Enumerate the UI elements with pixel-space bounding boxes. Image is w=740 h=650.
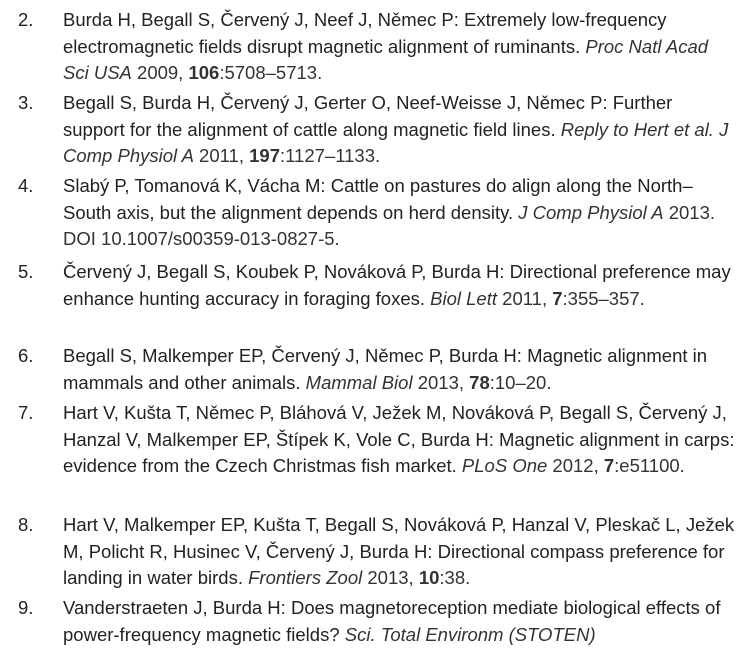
reference-journal: Sci. Total Environm (STOTEN) bbox=[344, 623, 596, 645]
reference-authors: Hart V, Malkemper EP, Kušta T, Begall S, Nováková P, Hanzal V, Pleskač L, Ježek M, Policht R, Husinec V, Červený J, Burda H: bbox=[63, 514, 735, 562]
reference-details-post: :355–357. bbox=[562, 287, 645, 309]
reference-number: 9. bbox=[18, 597, 34, 618]
reference-citation bbox=[345, 624, 596, 645]
reference-citation bbox=[430, 288, 645, 309]
reference-details-post: :38. bbox=[439, 567, 471, 589]
reference-body bbox=[63, 343, 737, 396]
reference-citation bbox=[248, 567, 470, 588]
reference-details-pre: 2011, bbox=[193, 145, 250, 167]
reference-body bbox=[63, 7, 737, 87]
reference-citation bbox=[462, 455, 685, 476]
reference-journal: PLoS One bbox=[461, 455, 548, 477]
reference-authors: Vanderstraeten J, Burda H: bbox=[63, 597, 291, 618]
reference-authors: Hart V, Kušta T, Němec P, Bláhová V, Ježek M, Nováková P, Begall S, Červený J, Hanzal V, Malkemper EP, Štípek K, Vole C, Burda H: bbox=[63, 402, 727, 450]
reference-body bbox=[63, 90, 737, 170]
reference-journal: Proc Natl Acad Sci USA bbox=[63, 35, 709, 84]
reference-body bbox=[63, 512, 737, 592]
reference-title: Further support for the alignment of cattle along magnetic field lines. bbox=[63, 92, 673, 140]
reference-number: 3. bbox=[18, 92, 34, 113]
reference-volume: 10 bbox=[418, 567, 440, 589]
reference-details-post: :1127–1133. bbox=[280, 145, 381, 167]
reference-journal: Reply to Hert et al. J Comp Physiol A bbox=[63, 118, 729, 167]
reference-volume: 78 bbox=[469, 371, 490, 393]
reference-title: Magnetic alignment in carps: evidence from the Czech Christmas fish market. bbox=[63, 428, 735, 477]
reference-authors: Begall S, Burda H, Červený J, Gerter O, Neef-Weisse J, Němec P: bbox=[63, 92, 613, 113]
reference-journal: Mammal Biol bbox=[305, 371, 413, 393]
reference-details-pre: 2013. DOI 10.1007/s00359-013-0827-5. bbox=[63, 201, 716, 250]
reference-number: 2. bbox=[18, 9, 34, 30]
reference-journal: J Comp Physiol A bbox=[518, 201, 664, 223]
reference-body bbox=[63, 595, 737, 648]
reference-journal: Frontiers Zool bbox=[248, 567, 363, 589]
reference-number: 7. bbox=[18, 402, 34, 423]
reference-details-pre: 2013, bbox=[362, 567, 419, 589]
reference-authors: Burda H, Begall S, Červený J, Neef J, Němec P: bbox=[63, 9, 464, 30]
reference-citation bbox=[306, 372, 552, 393]
reference-authors: Begall S, Malkemper EP, Červený J, Němec P, Burda H: bbox=[63, 345, 528, 366]
reference-details-pre: 2012, bbox=[547, 455, 604, 477]
reference-body bbox=[63, 173, 737, 253]
reference-details-pre: 2011, bbox=[497, 287, 553, 309]
reference-body bbox=[63, 400, 737, 480]
reference-details-post: :5708–5713. bbox=[219, 62, 323, 84]
reference-volume: 7 bbox=[603, 455, 615, 477]
reference-title: Extremely low-frequency electromagnetic fields disrupt magnetic alignment of ruminants. bbox=[63, 9, 667, 57]
reference-volume: 106 bbox=[188, 62, 220, 84]
reference-number: 5. bbox=[18, 261, 34, 282]
reference-title: Directional preference may enhance hunting accuracy in foraging foxes. bbox=[63, 261, 731, 309]
reference-title: Does magnetoreception mediate biological effects of power-frequency magnetic fields? bbox=[63, 597, 721, 645]
reference-authors: Slabý P, Tomanová K, Vácha M: bbox=[63, 175, 331, 196]
reference-details-post: :e51100. bbox=[614, 455, 685, 477]
reference-details-post: :10–20. bbox=[489, 371, 552, 393]
reference-details-pre: 2009, bbox=[131, 62, 189, 84]
reference-number: 8. bbox=[18, 514, 34, 535]
reference-volume: 197 bbox=[249, 145, 280, 167]
reference-title: Magnetic alignment in mammals and other animals. bbox=[63, 345, 708, 393]
reference-number: 6. bbox=[18, 345, 34, 366]
reference-title: Directional compass preference for landing in water birds. bbox=[63, 540, 725, 589]
reference-volume: 7 bbox=[552, 287, 563, 309]
reference-number: 4. bbox=[18, 175, 34, 196]
reference-authors: Červený J, Begall S, Koubek P, Nováková P, Burda H: bbox=[63, 261, 510, 282]
reference-body bbox=[63, 259, 737, 312]
reference-title: Cattle on pastures do align along the North–South axis, but the alignment depends on herd density. bbox=[63, 175, 693, 223]
reference-journal: Biol Lett bbox=[430, 287, 498, 309]
reference-details-pre: 2013, bbox=[412, 371, 470, 393]
